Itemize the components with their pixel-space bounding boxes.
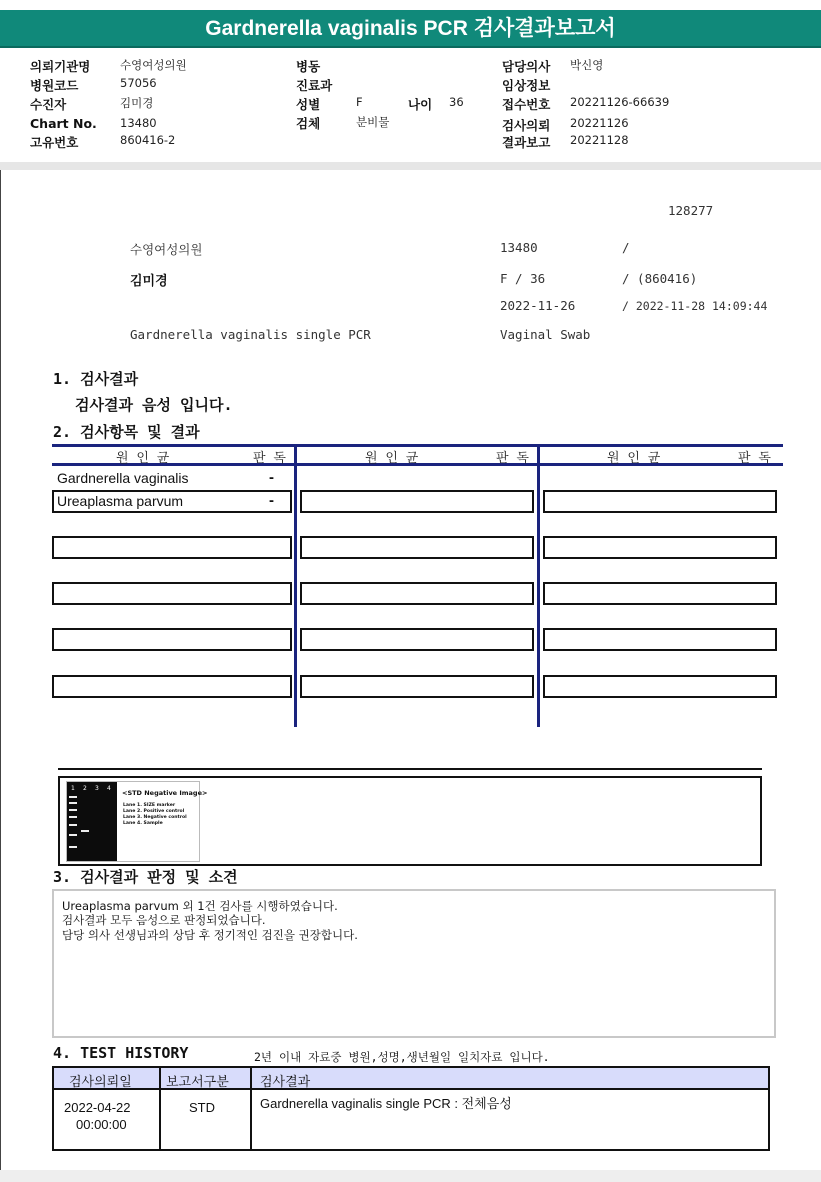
result-label: 결과보고 <box>502 135 551 150</box>
doctor-value: 박신영 <box>570 58 604 72</box>
age-label: 나이 <box>408 97 433 112</box>
chart-label: Chart No. <box>30 116 97 131</box>
dept-label: 진료과 <box>296 78 333 93</box>
table-cell <box>543 675 777 698</box>
history-result: Gardnerella vaginalis single PCR : 전체음성 <box>260 1096 512 1111</box>
page-left-border <box>0 170 1 1170</box>
request-value: 20221126 <box>570 116 629 130</box>
marker-band <box>69 846 77 848</box>
section1-result: 검사결과 음성 입니다. <box>75 396 233 414</box>
section4-title: 4. TEST HISTORY <box>53 1044 189 1062</box>
doctor-label: 담당의사 <box>502 59 551 74</box>
code-label: 병원코드 <box>30 78 79 93</box>
hospital-label: 의뢰기관명 <box>30 59 91 74</box>
table-cell <box>52 536 292 559</box>
uid-label: 고유번호 <box>30 135 79 150</box>
patient-label: 수진자 <box>30 97 67 112</box>
marker-band <box>69 796 77 798</box>
lane-number: 2 <box>83 785 87 792</box>
marker-band <box>69 816 77 818</box>
section2-title: 2. 검사항목 및 결과 <box>53 423 200 441</box>
request-label: 검사의뢰 <box>502 118 551 133</box>
report-number: 128277 <box>668 203 714 218</box>
table-cell <box>52 675 292 698</box>
section3-title: 3. 검사결과 판정 및 소견 <box>53 868 238 886</box>
col-organism-header: 원 인 균 <box>365 451 419 466</box>
table-cell <box>300 536 534 559</box>
table-cell <box>300 490 534 513</box>
history-column-divider <box>159 1068 161 1149</box>
organism-name: Gardnerella vaginalis <box>57 470 189 486</box>
organism-name: Ureaplasma parvum <box>57 493 184 509</box>
lane-description: Lane 3. Negative control <box>123 815 187 820</box>
specimen-value: 분비물 <box>356 115 390 129</box>
lane-number: 3 <box>95 785 99 792</box>
table-cell <box>543 628 777 651</box>
opinion-line: Ureaplasma parvum 외 1건 검사를 시행하였습니다. <box>62 899 338 913</box>
table-cell <box>543 582 777 605</box>
marker-band <box>69 802 77 804</box>
clinical-label: 임상정보 <box>502 78 551 93</box>
gel-lanes <box>67 782 117 861</box>
section1-title: 1. 검사결과 <box>53 370 139 388</box>
history-table-header <box>54 1068 768 1090</box>
col-organism-header: 원 인 균 <box>607 451 661 466</box>
col-organism-header: 원 인 균 <box>116 451 170 466</box>
history-date: 2022-04-22 <box>64 1100 131 1115</box>
table-cell <box>543 536 777 559</box>
page-bottom-band <box>0 1170 821 1182</box>
history-column-divider <box>250 1068 252 1149</box>
summary-test-name: Gardnerella vaginalis single PCR <box>130 327 371 342</box>
summary-date-reported: / 2022-11-28 14:09:44 <box>622 299 768 313</box>
table-cell <box>543 490 777 513</box>
history-table <box>52 1066 770 1151</box>
history-type: STD <box>189 1100 215 1115</box>
result-value: 20221128 <box>570 133 629 147</box>
table-cell <box>300 675 534 698</box>
col-result-header: 판 독 <box>496 451 529 466</box>
marker-band <box>69 809 77 811</box>
positive-band <box>81 830 89 832</box>
summary-patient: 김미경 <box>130 274 168 289</box>
table-cell <box>52 582 292 605</box>
summary-hospital: 수영여성의원 <box>130 242 203 257</box>
hospital-value: 수영여성의원 <box>120 58 187 72</box>
summary-birth: / (860416) <box>622 271 698 286</box>
summary-chart: 13480 <box>500 240 538 255</box>
code-value: 57056 <box>120 76 157 90</box>
history-header-date: 검사의뢰일 <box>69 1075 132 1090</box>
organism-result: - <box>269 492 274 509</box>
lane-number: 1 <box>71 785 75 792</box>
opinion-line: 담당 의사 선생님과의 상담 후 정기적인 검진을 권장합니다. <box>62 928 358 942</box>
receipt-value: 20221126-66639 <box>570 95 670 109</box>
table-cell <box>300 582 534 605</box>
history-note: 2년 이내 자료중 병원,성명,생년월일 일치자료 입니다. <box>254 1050 550 1064</box>
uid-value: 860416-2 <box>120 133 176 147</box>
lane-number: 4 <box>107 785 111 792</box>
lane-description: Lane 1. SIZE marker <box>123 803 176 808</box>
col-result-header: 판 독 <box>253 451 286 466</box>
summary-specimen: Vaginal Swab <box>500 327 591 342</box>
receipt-label: 접수번호 <box>502 97 551 112</box>
report-title: Gardnerella vaginalis PCR 검사결과보고서 <box>0 10 821 48</box>
gel-title: <STD Negative Image> <box>122 789 208 797</box>
summary-sex-age: F / 36 <box>500 271 546 286</box>
gel-electrophoresis-image <box>66 781 208 862</box>
sex-label: 성별 <box>296 97 321 112</box>
lane-description: Lane 4. Sample <box>123 821 163 826</box>
opinion-line: 검사결과 모두 음성으로 판정되었습니다. <box>62 913 266 927</box>
lane-description: Lane 2. Positive control <box>123 809 185 814</box>
table-cell <box>300 628 534 651</box>
header-separator <box>0 162 821 170</box>
specimen-label: 검체 <box>296 116 321 131</box>
history-time: 00:00:00 <box>76 1117 127 1132</box>
marker-band <box>69 834 77 836</box>
age-value: 36 <box>449 95 464 109</box>
summary-slash: / <box>622 240 630 255</box>
image-section-line <box>58 768 762 770</box>
history-header-result: 검사결과 <box>260 1075 311 1090</box>
history-header-type: 보고서구분 <box>166 1075 229 1090</box>
chart-value: 13480 <box>120 116 157 130</box>
organism-result: - <box>269 469 274 486</box>
col-result-header: 판 독 <box>738 451 771 466</box>
ward-label: 병동 <box>296 59 321 74</box>
summary-date-received: 2022-11-26 <box>500 298 576 313</box>
marker-band <box>69 824 77 826</box>
column-divider <box>294 444 297 727</box>
column-divider <box>537 444 540 727</box>
patient-value: 김미경 <box>120 96 154 110</box>
table-cell <box>52 628 292 651</box>
sex-value: F <box>356 95 363 109</box>
